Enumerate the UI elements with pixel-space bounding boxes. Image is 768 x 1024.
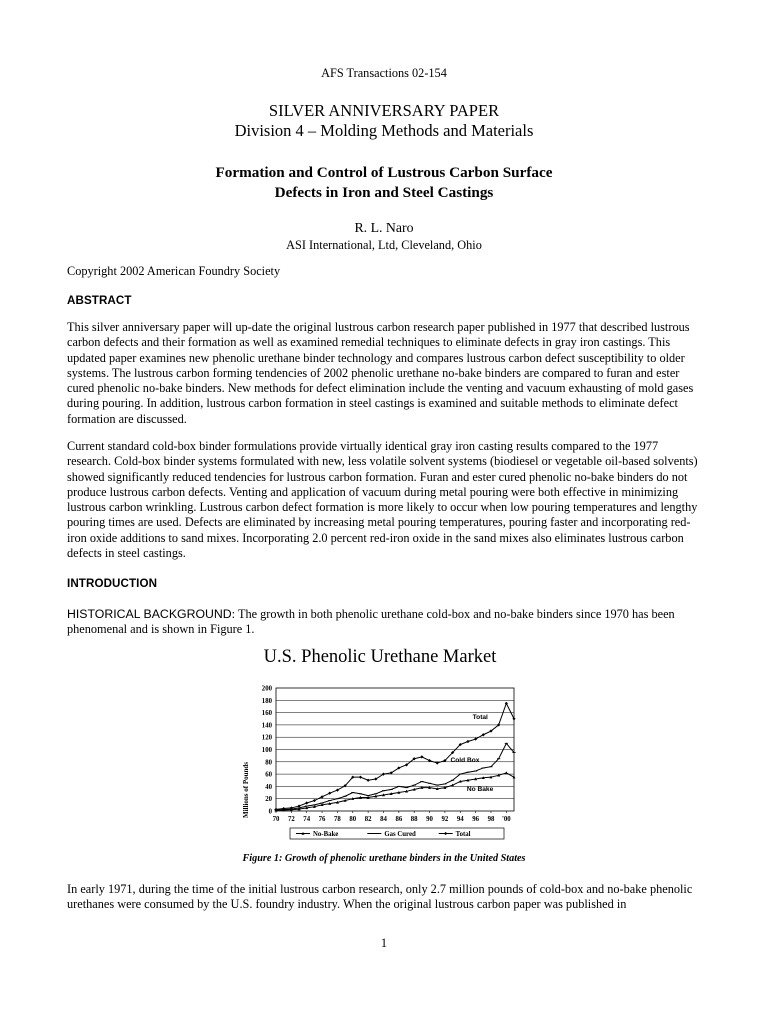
figure-caption: Figure 1: Growth of phenolic urethane binders in the United States — [242, 853, 526, 864]
chart-x-tick-label: 94 — [456, 816, 464, 823]
legend-label-gas-cured: Gas Cured — [384, 830, 416, 838]
chart-y-tick-label: 40 — [265, 783, 272, 791]
affiliation: ASI International, Ltd, Cleveland, Ohio — [286, 238, 482, 252]
chart-annotation: Cold Box — [450, 756, 480, 764]
copyright: Copyright 2002 American Foundry Society — [67, 264, 281, 278]
introduction-paragraph — [67, 607, 703, 638]
chart-y-tick-label: 20 — [265, 796, 272, 804]
chart-x-tick-label: 90 — [426, 816, 433, 823]
chart-y-axis-label: Millions of Pounds — [242, 761, 250, 819]
author: R. L. Naro — [354, 220, 414, 235]
running-title: AFS Transactions 02-154 — [321, 66, 447, 80]
chart-y-tick-label: 0 — [268, 808, 272, 816]
data-point-total — [328, 792, 331, 795]
chart-title: U.S. Phenolic Urethane Market — [263, 647, 497, 667]
page-number: 1 — [380, 936, 388, 950]
data-point-total — [359, 776, 362, 779]
chart-y-tick-label: 120 — [261, 734, 272, 742]
chart-x-tick-label: '00 — [501, 816, 511, 823]
data-point-total — [512, 717, 515, 720]
chart-x-tick-label: 74 — [303, 816, 311, 823]
legend-label-no-bake: No-Bake — [313, 830, 339, 838]
data-point-total — [466, 740, 469, 743]
chart-x-tick-label: 72 — [287, 816, 295, 823]
chart-annotation: Total — [472, 714, 488, 722]
introduction-heading: INTRODUCTION — [67, 577, 158, 590]
chart-x-tick-label: 76 — [318, 816, 326, 823]
introduction-text: : The growth in both phenolic urethane cold-box and no-bake binders since 1970 has been phenomenal and is shown in Figure 1. — [67, 607, 675, 637]
data-point-total — [320, 795, 323, 798]
chart-x-tick-label: 84 — [380, 816, 387, 823]
data-point-total — [313, 799, 316, 802]
historical-background-lead: HISTORICAL BACKGROUND — [67, 607, 232, 621]
data-point-total — [505, 702, 508, 705]
chart-x-tick-label: 70 — [272, 816, 280, 823]
chart-y-tick-label: 140 — [261, 722, 272, 730]
chart-y-tick-label: 100 — [261, 747, 272, 754]
abstract-paragraph-2: Current standard cold-box binder formulations provide virtually identical gray iron casting results compared to the 1977 research. Cold-box binder systems formulated with new, less volatile solvent systems (biodiesel or vegetable oil-based solvents) showed significantly reduced tendencies for lustrous carbon formation. Furan and ester cured phenolic no-bake binders do not produce lustrous carbon defects. Venting and application of vacuum during metal pouring were both effective in minimizing lustrous carbon wrinkling. Lustrous carbon defect formation is more likely to occur when low pouring temperatures and lengthy pouring times are used. Defects are eliminated by increasing metal pouring temperatures, pouring faster and incorporating red-iron oxide additions to sand mixes. Incorporating 2.0 percent red-iron oxide in the sand mixes also eliminates lustrous carbon defects in steel castings. — [67, 439, 698, 561]
chart-annotation: No Bake — [466, 786, 494, 794]
division-title: Division 4 – Molding Methods and Materials — [234, 121, 534, 140]
chart-x-tick-label: 80 — [349, 816, 357, 823]
legend-label-total: Total — [455, 830, 471, 838]
chart-y-tick-label: 80 — [265, 759, 272, 767]
chart-x-tick-label: 86 — [395, 816, 403, 823]
phenolic-urethane-market-chart — [230, 640, 530, 850]
data-point-total — [305, 801, 308, 804]
chart-x-tick-label: 96 — [472, 816, 480, 823]
chart-y-tick-label: 180 — [261, 697, 272, 705]
chart-x-tick-label: 82 — [364, 816, 372, 823]
data-point-no-bake — [505, 771, 508, 774]
figure-1 — [230, 640, 530, 850]
chart-y-tick-label: 160 — [261, 710, 272, 718]
data-point-total — [420, 755, 423, 758]
chart-x-tick-label: 88 — [410, 816, 418, 823]
body-paragraph: In early 1971, during the time of the initial lustrous carbon research, only 2.7 million pounds of cold-box and no-bake phenolic urethanes were consumed by the U.S. foundry industry. When the original lustrous carbon paper was published in — [67, 882, 693, 912]
data-point-total — [367, 779, 370, 782]
chart-x-tick-label: 92 — [441, 816, 449, 823]
series-title: SILVER ANNIVERSARY PAPER — [268, 101, 500, 120]
chart-x-tick-label: 78 — [334, 816, 341, 823]
chart-y-tick-label: 60 — [265, 771, 272, 779]
chart-y-tick-label: 200 — [261, 685, 272, 693]
abstract-heading: ABSTRACT — [67, 294, 132, 307]
chart-x-tick-label: 98 — [487, 816, 495, 823]
paper-title-line1: Formation and Control of Lustrous Carbon Surface — [215, 164, 553, 181]
series-line-gas-cured — [276, 743, 514, 810]
paper-title-line2: Defects in Iron and Steel Castings — [274, 184, 494, 201]
abstract-paragraph-1: This silver anniversary paper will up-date the original lustrous carbon research paper published in 1977 that described lustrous carbon defects and their formation as well as examined remedial techniques to eliminate defects in gray iron castings. This updated paper examines new phenolic urethane binder technology and compares lustrous carbon defect susceptibility to older systems. The lustrous carbon forming tendencies of 2002 phenolic urethane no-bake binders are compared to furan and ester cured phenolic no-bake binders. New methods for defect elimination include the venting and vacuum exhausting of mold gases during pouring. In addition, lustrous carbon formation in steel castings is examined and suitable methods to eliminate defect formation are discussed. — [67, 320, 694, 426]
